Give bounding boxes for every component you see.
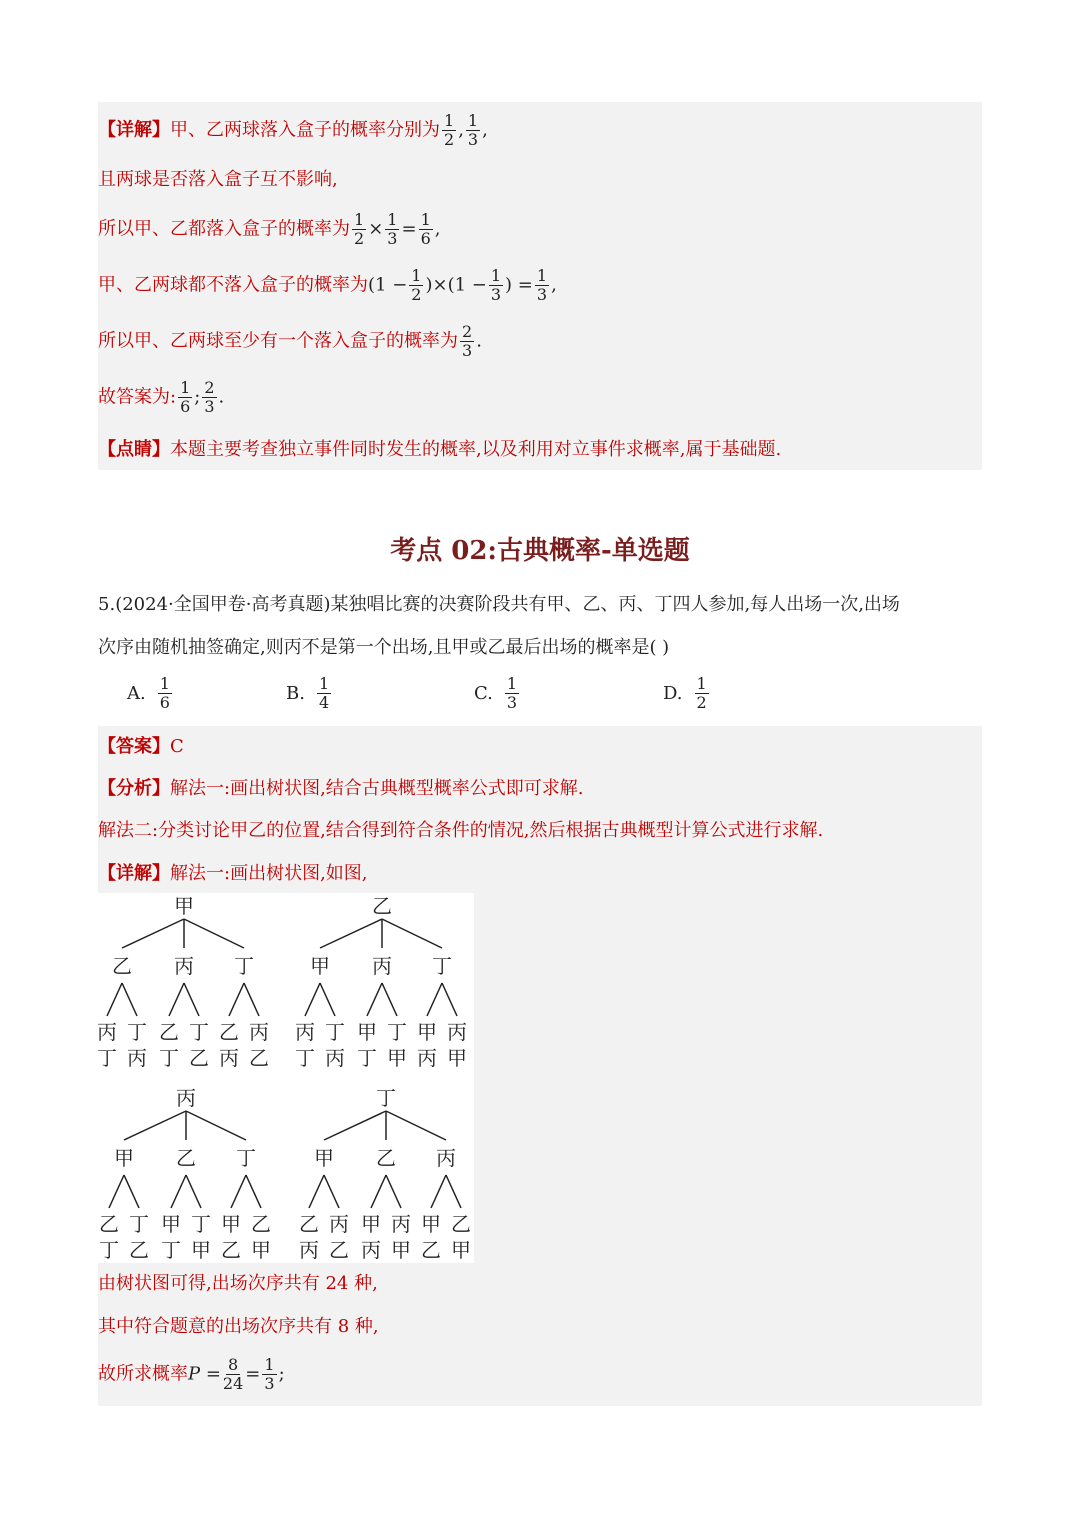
tree-leaf: 乙 xyxy=(219,1020,239,1044)
tree-leaf: 乙 xyxy=(251,1212,271,1236)
tree-edge xyxy=(229,983,244,1016)
tree-leaf: 丙 xyxy=(447,1020,467,1044)
tree-leaf: 丁 xyxy=(129,1212,149,1236)
tree-leaf: 甲 xyxy=(361,1212,381,1236)
fraction: $\frac{1}{6}$ xyxy=(420,210,431,248)
fraction: $\frac{1}{3}$ xyxy=(506,674,518,712)
detail-text: 解法一:画出树状图,如图, xyxy=(170,863,368,884)
tree-node: 丁 xyxy=(234,954,254,978)
tree-edge xyxy=(231,1175,246,1208)
tree-leaf: 丙 xyxy=(295,1020,315,1044)
tree-leaf: 丁 xyxy=(189,1020,209,1044)
tree-edge xyxy=(367,983,382,1016)
solution-line-1: 【详解】甲、乙两球落入盒子的概率分别为 $\frac{1}{2}$ , $\frac{1}{3}$ , xyxy=(98,111,488,149)
tree-edge xyxy=(305,983,320,1016)
solution-text: 且两球是否落入盒子互不影响, xyxy=(98,169,338,190)
solution-line-4: 甲、乙两球都不落入盒子的概率为(1 − $\frac{1}{2}$ )×(1 − $\frac{1}{3}$ ) = $\frac{1}{3}$ , xyxy=(98,266,557,304)
fraction: $\frac{1}{2}$ xyxy=(411,266,422,304)
tree-node: 甲 xyxy=(314,1146,334,1170)
tree-leaf: 乙 xyxy=(329,1238,349,1262)
detail-line xyxy=(98,865,368,883)
tree-node: 甲 xyxy=(310,954,330,978)
tree-edge xyxy=(246,1175,261,1208)
tree-leaf: 丁 xyxy=(127,1020,147,1044)
tree-leaf: 乙 xyxy=(99,1212,119,1236)
tree-root: 丙 xyxy=(176,1086,196,1110)
solution-text: 甲、乙两球落入盒子的概率分别为 xyxy=(170,119,440,141)
analysis-text: 解法二:分类讨论甲乙的位置,结合得到符合条件的情况,然后根据古典概型计算公式进行求解. xyxy=(98,820,824,841)
tree-edge xyxy=(186,1111,246,1140)
tree-leaf: 丁 xyxy=(98,1046,117,1070)
tree-leaf: 甲 xyxy=(421,1212,441,1236)
tree-leaf: 丙 xyxy=(417,1046,437,1070)
tree-leaf: 甲 xyxy=(357,1020,377,1044)
solution-line-7 xyxy=(98,441,781,459)
fraction: $\frac{1}{6}$ xyxy=(180,378,191,416)
question-text: 某独唱比赛的决赛阶段共有甲、乙、丙、丁四人参加,每人出场一次,出场 xyxy=(330,594,900,615)
tree-leaf: 乙 xyxy=(159,1020,179,1044)
tree-leaf: 丁 xyxy=(357,1046,377,1070)
fraction: $\frac{1}{2}$ xyxy=(354,210,365,248)
fraction: $\frac{1}{2}$ xyxy=(696,674,707,712)
solution-text: 故答案为: xyxy=(98,386,177,408)
analysis-text: 解法一:画出树状图,结合古典概型概率公式即可求解. xyxy=(170,778,584,799)
tree-leaf: 丙 xyxy=(391,1212,411,1236)
tree-root: 甲 xyxy=(174,894,194,918)
option-d xyxy=(663,676,711,711)
comment-tag: 【点睛】 xyxy=(98,439,170,460)
tree-diagram xyxy=(98,893,474,1263)
question-line-1 xyxy=(98,596,900,614)
solution-line-6: 故答案为: $\frac{1}{6}$ ; $\frac{2}{3}$ . xyxy=(98,378,225,416)
tree-edge xyxy=(320,983,335,1016)
answer-line xyxy=(98,738,184,756)
tree-edge xyxy=(109,1175,124,1208)
tree-edge xyxy=(382,983,397,1016)
tree-edge xyxy=(107,983,122,1016)
fraction: $\frac{1}{3}$ xyxy=(264,1355,275,1393)
analysis-line-1 xyxy=(98,780,584,798)
tree-leaf: 丙 xyxy=(98,1020,117,1044)
tree-edge xyxy=(442,983,457,1016)
question-text: 次序由随机抽签确定,则丙不是第一个出场,且甲或乙最后出场的概率是( ) xyxy=(98,637,670,658)
tree-edge xyxy=(382,919,442,948)
tree-edge xyxy=(124,1175,139,1208)
option-c xyxy=(474,676,521,711)
conclusion-text: 其中符合题意的出场次序共有 8 种, xyxy=(98,1316,379,1337)
tree-edge xyxy=(324,1111,386,1140)
tree-diagram-svg xyxy=(98,893,474,1263)
tree-leaf: 乙 xyxy=(249,1046,269,1070)
tree-edge xyxy=(431,1175,446,1208)
solution-text: 所以甲、乙都落入盒子的概率为 xyxy=(98,218,350,240)
tree-leaf: 甲 xyxy=(221,1212,241,1236)
fraction: $\frac{1}{3}$ xyxy=(467,111,479,149)
tree-leaf: 丁 xyxy=(325,1020,345,1044)
tree-leaf: 丙 xyxy=(127,1046,147,1070)
tree-leaf: 甲 xyxy=(251,1238,271,1262)
tree-node: 丙 xyxy=(372,954,392,978)
section-heading: 考点 02:古典概率-单选题 xyxy=(390,536,690,566)
tree-leaf: 丁 xyxy=(161,1238,181,1262)
conclusion-text: 由树状图可得,出场次序共有 24 种, xyxy=(98,1273,378,1294)
answer-tag: 【答案】 xyxy=(98,736,170,757)
tree-edge xyxy=(244,983,259,1016)
fraction: $\frac{1}{3}$ xyxy=(536,266,548,304)
tree-node: 丙 xyxy=(174,954,194,978)
solution-line-5: 所以甲、乙两球至少有一个落入盒子的概率为 $\frac{2}{3}$ . xyxy=(98,322,482,360)
solution-text: 本题主要考查独立事件同时发生的概率,以及利用对立事件求概率,属于基础题. xyxy=(170,439,782,460)
probability-var: P = xyxy=(188,1363,221,1385)
solution-text: 甲、乙两球都不落入盒子的概率为 xyxy=(98,274,368,296)
tree-leaf: 丙 xyxy=(361,1238,381,1262)
tree-edge xyxy=(324,1175,339,1208)
tree-leaf: 乙 xyxy=(421,1238,441,1262)
tree-leaf: 丁 xyxy=(191,1212,211,1236)
conclusion-line-3: 故所求概率P = $\frac{8}{24}$ = $\frac{1}{3}$ ; xyxy=(98,1355,285,1393)
tree-edge xyxy=(446,1175,461,1208)
tree-edge xyxy=(320,919,382,948)
detail-tag: 【详解】 xyxy=(98,863,170,884)
tree-edge xyxy=(386,1111,446,1140)
analysis-line-2 xyxy=(98,822,823,840)
tree-root: 丁 xyxy=(376,1086,396,1110)
option-label: B. xyxy=(286,683,305,704)
tree-node: 乙 xyxy=(176,1146,196,1170)
analysis-tag: 【分析】 xyxy=(98,778,170,799)
tree-edge xyxy=(122,919,184,948)
tree-node: 丁 xyxy=(432,954,452,978)
fraction: $\frac{8}{24}$ xyxy=(222,1355,244,1393)
conclusion-line-2 xyxy=(98,1318,379,1336)
tree-root: 乙 xyxy=(372,894,392,918)
option-label: A. xyxy=(127,683,146,704)
tree-leaf: 丙 xyxy=(299,1238,319,1262)
tree-leaf: 甲 xyxy=(391,1238,411,1262)
fraction: $\frac{1}{4}$ xyxy=(318,674,330,712)
tree-node: 丁 xyxy=(236,1146,256,1170)
tree-leaf: 丁 xyxy=(387,1020,407,1044)
tree-edge xyxy=(124,1111,186,1140)
tree-edge xyxy=(122,983,137,1016)
fraction: $\frac{1}{2}$ xyxy=(444,111,455,149)
tree-leaf: 甲 xyxy=(191,1238,211,1262)
tree-leaf: 乙 xyxy=(189,1046,209,1070)
tree-leaf: 乙 xyxy=(129,1238,149,1262)
answer-value: C xyxy=(170,736,184,757)
tree-leaf: 甲 xyxy=(387,1046,407,1070)
tree-leaf: 甲 xyxy=(417,1020,437,1044)
tree-leaf: 丙 xyxy=(249,1020,269,1044)
solution-text: 所以甲、乙两球至少有一个落入盒子的概率为 xyxy=(98,330,458,352)
tree-leaf: 乙 xyxy=(451,1212,471,1236)
tree-node: 丙 xyxy=(436,1146,456,1170)
tree-edge xyxy=(386,1175,401,1208)
tree-edge xyxy=(184,919,244,948)
question-line-2 xyxy=(98,639,669,657)
tree-edge xyxy=(427,983,442,1016)
tree-edge xyxy=(171,1175,186,1208)
tree-leaf: 丙 xyxy=(329,1212,349,1236)
tree-leaf: 乙 xyxy=(299,1212,319,1236)
option-label: D. xyxy=(663,683,683,704)
tree-leaf: 丙 xyxy=(219,1046,239,1070)
question-number: 5. xyxy=(98,594,116,615)
solution-line-3: 所以甲、乙都落入盒子的概率为 $\frac{1}{2}$ × $\frac{1}{3}$ = $\frac{1}{6}$ , xyxy=(98,210,441,248)
solution-line-2 xyxy=(98,171,338,189)
tree-leaf: 乙 xyxy=(221,1238,241,1262)
tree-leaf: 丙 xyxy=(325,1046,345,1070)
tree-leaf: 丁 xyxy=(99,1238,119,1262)
tree-edge xyxy=(186,1175,201,1208)
conclusion-line-1 xyxy=(98,1275,378,1293)
question-source: (2024·全国甲卷·高考真题) xyxy=(115,594,331,615)
option-label: C. xyxy=(474,683,493,704)
fraction: $\frac{1}{3}$ xyxy=(490,266,502,304)
tree-leaf: 丁 xyxy=(295,1046,315,1070)
tree-leaf: 丁 xyxy=(159,1046,179,1070)
fraction: $\frac{1}{6}$ xyxy=(159,674,170,712)
tree-edge xyxy=(309,1175,324,1208)
tree-node: 乙 xyxy=(112,954,132,978)
tree-leaf: 甲 xyxy=(161,1212,181,1236)
fraction: $\frac{1}{3}$ xyxy=(387,210,398,248)
detail-tag: 【详解】 xyxy=(98,119,170,141)
tree-node: 甲 xyxy=(114,1146,134,1170)
option-b xyxy=(286,676,333,711)
conclusion-text: 故所求概率 xyxy=(98,1363,188,1385)
tree-leaf: 甲 xyxy=(447,1046,467,1070)
tree-edge xyxy=(371,1175,386,1208)
tree-node: 乙 xyxy=(376,1146,396,1170)
fraction: $\frac{2}{3}$ xyxy=(462,322,473,360)
fraction: $\frac{2}{3}$ xyxy=(204,378,215,416)
tree-edge xyxy=(169,983,184,1016)
tree-leaf: 甲 xyxy=(451,1238,471,1262)
tree-edge xyxy=(184,983,199,1016)
option-a xyxy=(127,676,174,711)
